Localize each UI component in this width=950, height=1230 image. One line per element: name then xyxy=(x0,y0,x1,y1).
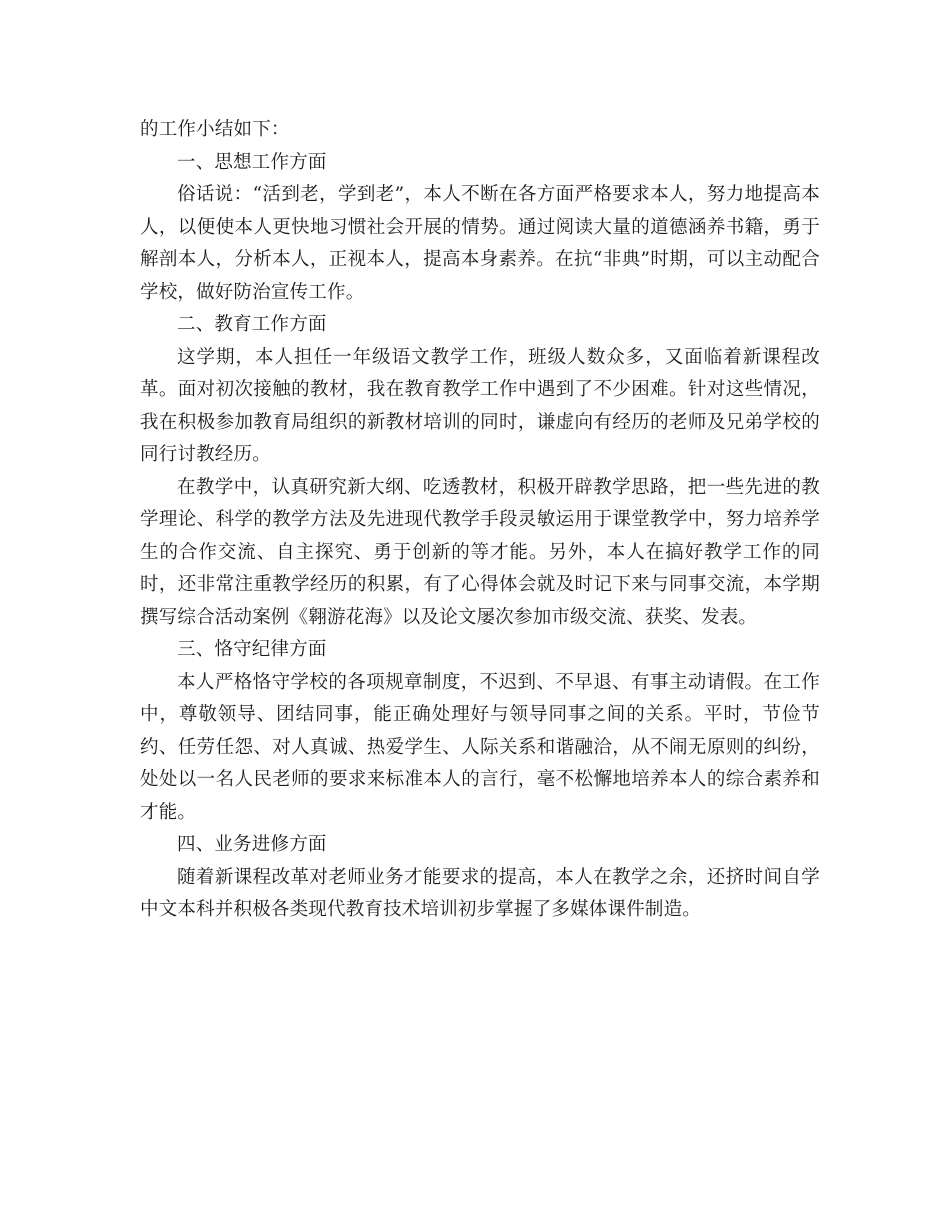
document-body xyxy=(140,114,820,927)
paragraph-education-1: 这学期，本人担任一年级语文教学工作，班级人数众多，又面临着新课程改革。面对初次接触的教材，我在教育教学工作中遇到了不少困难。针对这些情况，我在积极参加教育局组织的新教材培训的同时，谦虚向有经历的老师及兄弟学校的同行讨教经历。 xyxy=(140,346,820,465)
paragraph-thought: 俗话说：“活到老，学到老”，本人不断在各方面严格要求本人，努力地提高本人，以便使本人更快地习惯社会开展的情势。通过阅读大量的道德涵养书籍，勇于解剖本人，分析本人，正视本人，提高本身素养。在抗“非典”时期，可以主动配合学校，做好防治宣传工作。 xyxy=(140,184,820,303)
section-heading-thought: 一、思想工作方面 xyxy=(177,151,327,173)
section-heading-study: 四、业务进修方面 xyxy=(177,834,327,855)
section-heading-discipline: 三、恪守纪律方面 xyxy=(177,639,327,660)
intro-line: 的工作小结如下： xyxy=(140,119,290,140)
section-heading-education: 二、教育工作方面 xyxy=(177,314,327,335)
paragraph-discipline: 本人严格恪守学校的各项规章制度，不迟到、不早退、有事主动请假。在工作中，尊敬领导、团结同事，能正确处理好与领导同事之间的关系。平时，节俭节约、任劳任怨、对人真诚、热爱学生、人际关系和谐融洽，从不闹无原则的纠纷，处处以一名人民老师的要求来标准本人的言行，毫不松懈地培养本人的综合素养和才能。 xyxy=(140,671,820,823)
paragraph-education-2: 在教学中，认真研究新大纲、吃透教材，积极开辟教学思路，把一些先进的教学理论、科学的教学方法及先进现代教学手段灵敏运用于课堂教学中，努力培养学生的合作交流、自主探究、勇于创新的等才能。另外，本人在搞好教学工作的同时，还非常注重教学经历的积累，有了心得体会就及时记下来与同事交流，本学期撰写综合活动案例《翱游花海》以及论文屡次参加市级交流、获奖、发表。 xyxy=(140,476,820,628)
paragraph-study: 随着新课程改革对老师业务才能要求的提高，本人在教学之余，还挤时间自学中文本科并积极各类现代教育技术培训初步掌握了多媒体课件制造。 xyxy=(140,866,820,920)
